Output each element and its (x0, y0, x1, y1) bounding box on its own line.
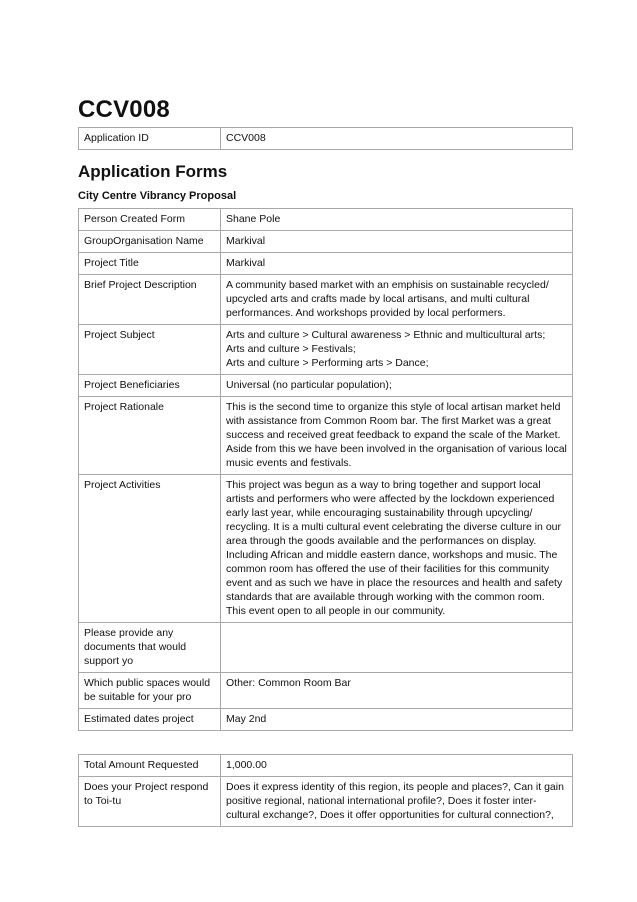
subject-line: Arts and culture > Festivals; (226, 343, 356, 355)
field-label: Please provide any documents that would support yo (79, 623, 221, 673)
table-row (79, 128, 573, 150)
table-row (79, 275, 573, 325)
field-label: Project Rationale (79, 397, 221, 475)
field-label: Brief Project Description (79, 275, 221, 325)
field-value: CCV008 (221, 128, 573, 150)
field-value: A community based market with an emphisis on sustainable recycled/ upcycled arts and crafts made by local artisans, and multi cultural performances. And workshops provided by local performers. (221, 275, 573, 325)
field-label: Which public spaces would be suitable for your pro (79, 673, 221, 709)
field-label: Project Activities (79, 475, 221, 623)
field-value: Universal (no particular population); (221, 375, 573, 397)
field-value: Other: Common Room Bar (221, 673, 573, 709)
field-value (221, 623, 573, 673)
table-row (79, 397, 573, 475)
table-row (79, 325, 573, 375)
subject-line: Arts and culture > Performing arts > Dance; (226, 357, 429, 369)
table-row (79, 209, 573, 231)
table-row (79, 623, 573, 673)
field-label: Estimated dates project (79, 709, 221, 731)
field-value: 1,000.00 (221, 755, 573, 777)
field-value: This project was begun as a way to bring together and support local artists and performers who were affected by the lockdown experienced early last year, while encouraging sustainability through upcycling/ recycling. It is a multi cultural event celebrating the diverse culture in our area through the goods available and the performances on display. Including African and middle eastern dance, workshops and music. The common room has offered the use of their facilities for this community event and as such we have in place the resources and health and safety standards that are available through working with the common room. This event open to all people in our community. (221, 475, 573, 623)
table-row (79, 231, 573, 253)
application-id-table (78, 127, 573, 150)
field-value (221, 325, 573, 375)
application-form-table (78, 208, 573, 731)
subject-line: Arts and culture > Cultural awareness > Ethnic and multicultural arts; (226, 329, 546, 341)
table-row (79, 475, 573, 623)
field-label: Project Subject (79, 325, 221, 375)
table-row (79, 755, 573, 777)
field-label: Person Created Form (79, 209, 221, 231)
field-value: May 2nd (221, 709, 573, 731)
field-value: Markival (221, 231, 573, 253)
field-label: Does your Project respond to Toi-tu (79, 777, 221, 827)
field-value: Markival (221, 253, 573, 275)
table-row (79, 709, 573, 731)
field-value: Does it express identity of this region, its people and places?, Can it gain positive regional, national international profile?, Does it foster inter-cultural exchange?, Does it offer opportunities for cultural connection?, (221, 777, 573, 827)
table-row (79, 375, 573, 397)
field-label: Project Beneficiaries (79, 375, 221, 397)
form-title: City Centre Vibrancy Proposal (78, 190, 237, 202)
field-label: GroupOrganisation Name (79, 231, 221, 253)
field-value: This is the second time to organize this style of local artisan market held with assistance from Common Room bar. The first Market was a great success and received great feedback to expand the scale of the Market. Aside from this we have been involved in the organisation of various local music events and festivals. (221, 397, 573, 475)
section-heading: Application Forms (78, 162, 228, 181)
field-value: Shane Pole (221, 209, 573, 231)
table-row (79, 253, 573, 275)
document-title: CCV008 (78, 96, 170, 123)
funding-table (78, 754, 573, 827)
field-label: Project Title (79, 253, 221, 275)
table-row (79, 777, 573, 827)
table-row (79, 673, 573, 709)
field-label: Total Amount Requested (79, 755, 221, 777)
field-label: Application ID (79, 128, 221, 150)
